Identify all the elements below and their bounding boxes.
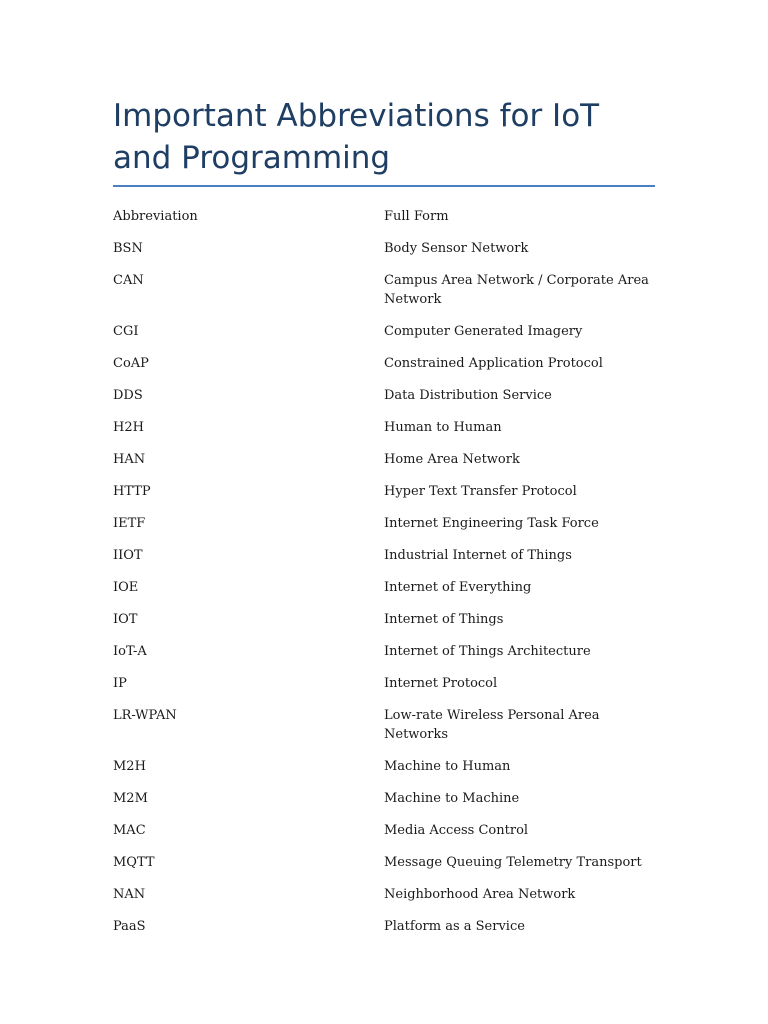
full-form-cell: Internet Engineering Task Force <box>384 516 599 531</box>
table-row <box>113 354 655 373</box>
abbreviation-cell: DDS <box>113 388 143 403</box>
table-row <box>113 482 655 501</box>
abbreviation-cell: IOT <box>113 612 138 627</box>
full-form-cell: Constrained Application Protocol <box>384 356 603 371</box>
abbreviation-cell: IOE <box>113 580 139 595</box>
abbreviation-cell: M2M <box>113 791 148 806</box>
abbreviation-cell: PaaS <box>113 919 146 934</box>
table-row <box>113 418 655 437</box>
page-title: Important Abbreviations for IoT and Programming <box>113 98 600 176</box>
abbreviation-cell: HAN <box>113 452 146 467</box>
table-row <box>113 674 655 693</box>
full-form-cell: Internet of Things Architecture <box>384 644 591 659</box>
table-body <box>113 239 655 936</box>
full-form-cell: Home Area Network <box>384 452 520 467</box>
table-row <box>113 821 655 840</box>
table-row <box>113 239 655 258</box>
table-row <box>113 610 655 629</box>
abbreviation-cell: IIOT <box>113 548 143 563</box>
full-form-cell: Platform as a Service <box>384 919 525 934</box>
table-row <box>113 642 655 661</box>
table-row <box>113 450 655 469</box>
table-row <box>113 789 655 808</box>
full-form-cell: Internet of Things <box>384 612 504 627</box>
table-row <box>113 757 655 776</box>
header-abbreviation: Abbreviation <box>113 209 198 224</box>
abbreviation-cell: HTTP <box>113 484 151 499</box>
full-form-cell: Body Sensor Network <box>384 241 529 256</box>
abbreviation-cell: CGI <box>113 324 139 339</box>
full-form-cell: Machine to Human <box>384 759 511 774</box>
full-form-cell: Hyper Text Transfer Protocol <box>384 484 577 499</box>
table-row <box>113 578 655 597</box>
table-row <box>113 514 655 533</box>
table-row <box>113 322 655 341</box>
full-form-cell: Neighborhood Area Network <box>384 887 576 902</box>
abbreviation-cell: M2H <box>113 759 146 774</box>
abbreviation-cell: IETF <box>113 516 146 531</box>
abbreviation-cell: CoAP <box>113 356 149 371</box>
abbreviation-cell: MAC <box>113 823 146 838</box>
full-form-cell: Industrial Internet of Things <box>384 548 572 563</box>
abbreviation-table <box>113 207 655 936</box>
full-form-cell: Human to Human <box>384 420 502 435</box>
full-form-cell: Internet Protocol <box>384 676 498 691</box>
abbreviation-cell: IP <box>113 676 127 691</box>
abbreviation-cell: MQTT <box>113 855 155 870</box>
table-header-row <box>113 207 655 226</box>
full-form-cell: Computer Generated Imagery <box>384 324 583 339</box>
full-form-cell: Data Distribution Service <box>384 388 552 403</box>
abbreviation-cell: H2H <box>113 420 144 435</box>
full-form-cell: Machine to Machine <box>384 791 520 806</box>
abbreviation-cell: BSN <box>113 241 143 256</box>
abbreviation-cell: CAN <box>113 273 144 288</box>
title-underline <box>113 185 655 187</box>
table-row <box>113 386 655 405</box>
abbreviation-cell: LR-WPAN <box>113 708 177 723</box>
table-row <box>113 917 655 936</box>
full-form-cell: Internet of Everything <box>384 580 532 595</box>
full-form-cell: Media Access Control <box>384 823 529 838</box>
full-form-cell: Low-rate Wireless Personal Area Networks <box>384 708 600 742</box>
abbreviation-cell: NAN <box>113 887 146 902</box>
table-row <box>113 853 655 872</box>
table-row <box>113 546 655 565</box>
full-form-cell: Campus Area Network / Corporate Area Network <box>384 273 649 307</box>
header-full-form: Full Form <box>384 209 449 224</box>
table-row <box>113 885 655 904</box>
table-row <box>113 706 655 744</box>
table-row <box>113 271 655 309</box>
full-form-cell: Message Queuing Telemetry Transport <box>384 855 642 870</box>
abbreviation-cell: IoT-A <box>113 644 147 659</box>
document-page <box>113 95 655 949</box>
